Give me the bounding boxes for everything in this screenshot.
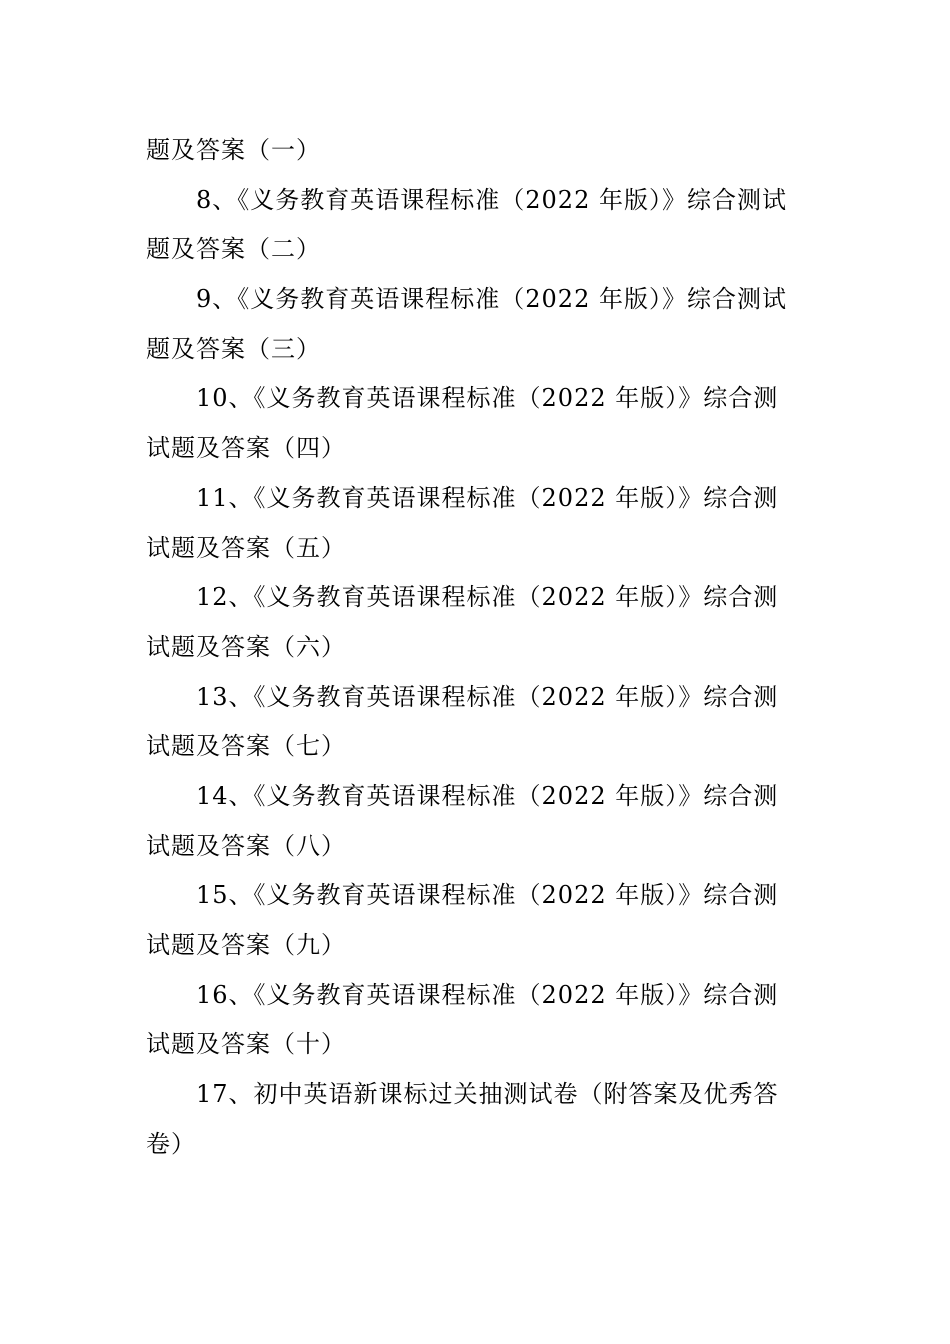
list-item-8: 8、《义务教育英语课程标准（2022 年版）》综合测试: [196, 185, 787, 214]
list-item-13: 13、《义务教育英语课程标准（2022 年版）》综合测: [196, 682, 779, 711]
list-item-11: 11、《义务教育英语课程标准（2022 年版）》综合测: [196, 483, 779, 512]
list-item-8-continuation: 题及答案（二）: [146, 235, 321, 264]
document-body: [146, 126, 806, 1169]
list-item-14-continuation: 试题及答案（八）: [146, 831, 346, 860]
list-item-12-continuation: 试题及答案（六）: [146, 632, 346, 661]
list-item-11-continuation: 试题及答案（五）: [146, 533, 346, 562]
list-item-16: 16、《义务教育英语课程标准（2022 年版）》综合测: [196, 980, 779, 1009]
list-item-9: 9、《义务教育英语课程标准（2022 年版）》综合测试: [196, 285, 787, 314]
list-item-15: 15、《义务教育英语课程标准（2022 年版）》综合测: [196, 881, 779, 910]
list-item-16-continuation: 试题及答案（十）: [146, 1030, 346, 1059]
list-item-13-continuation: 试题及答案（七）: [146, 732, 346, 761]
list-item-10: 10、《义务教育英语课程标准（2022 年版）》综合测: [196, 384, 779, 413]
list-item-17: 17、初中英语新课标过关抽测试卷（附答案及优秀答: [196, 1080, 779, 1109]
list-item-14: 14、《义务教育英语课程标准（2022 年版）》综合测: [196, 781, 779, 810]
line-1: 题及答案（一）: [146, 136, 321, 164]
list-item-15-continuation: 试题及答案（九）: [146, 931, 346, 959]
list-item-17-continuation: 卷）: [146, 1129, 196, 1158]
list-item-10-continuation: 试题及答案（四）: [146, 434, 346, 463]
list-item-9-continuation: 题及答案（三）: [146, 334, 321, 363]
list-item-12: 12、《义务教育英语课程标准（2022 年版）》综合测: [196, 583, 779, 612]
